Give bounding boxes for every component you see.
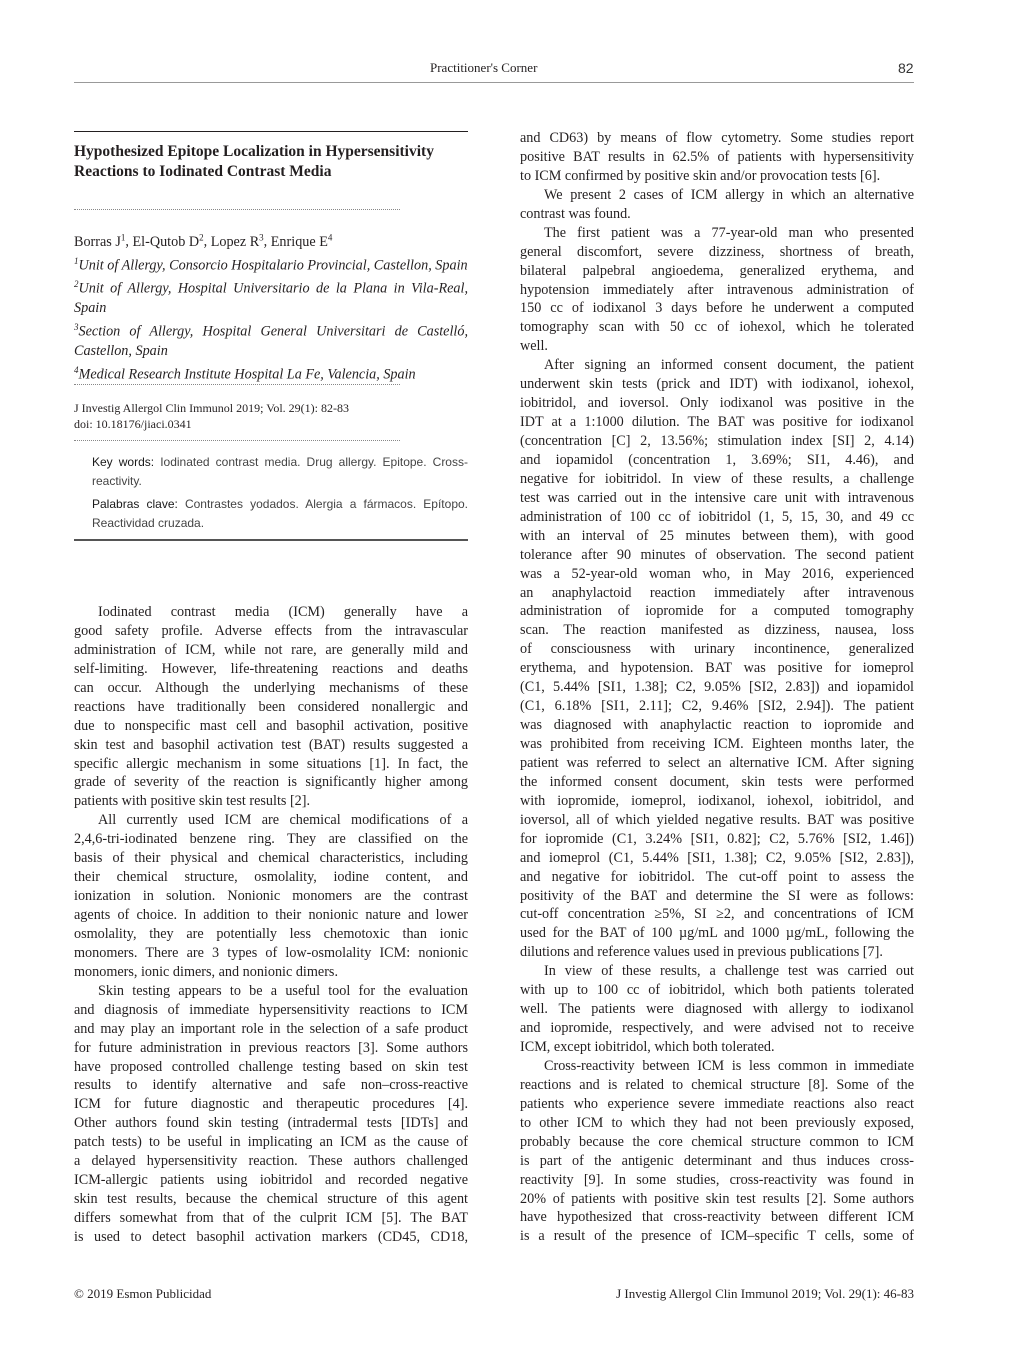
author-list: Borras $J^1$, El-Qutob $D^2$, Lopez $R^3$, Enrique $E^4$ — [74, 232, 333, 250]
text-line: test was carried out in the intensive care unit with intravenous — [520, 489, 914, 506]
body-column-right — [520, 129, 914, 1246]
text-line: patients with positive skin test results [2]. — [74, 793, 311, 810]
text-line: skin test and basophil activation test (BAT) results suggested a — [74, 736, 468, 753]
citation-block — [74, 400, 349, 432]
dotted-divider — [74, 440, 400, 441]
text-line: tomography scan with 50 cc of iohexol, which he tolerated — [520, 319, 914, 336]
text-line: patients who experience severe immediate reactions also react — [520, 1095, 914, 1112]
paragraph — [520, 962, 914, 1057]
text-line: 150 cc of iodixanol 3 days before he underwent a computed — [520, 300, 914, 317]
page-number: 82 — [898, 60, 914, 76]
text-line: positivity of the BAT and determine the SI were as follows: — [520, 887, 914, 904]
text-line: positive BAT results in 62.5% of patients with hypersensitivity — [520, 148, 914, 165]
paragraph — [520, 186, 914, 224]
text-line: tolerance after 90 minutes of observation. The second patient — [520, 546, 914, 563]
text-line: self-limiting. However, life-threatening reactions and deaths — [74, 660, 468, 677]
text-line: of consciousness with urinary incontinence, generalized — [520, 641, 914, 658]
text-line: the informed consent document, skin tests were performed — [520, 773, 914, 790]
citation: J Investig Allergol Clin Immunol 2019; Vol. 29(1): 82-83 — [74, 401, 350, 415]
text-line: for future administration in previous reactors [3]. Some authors — [74, 1039, 468, 1056]
text-line: and iopamidol (concentration 1, 3.69%; SI1, 4.46), and — [520, 451, 914, 468]
text-line: underwent skin tests (prick and IDT) with iodixanol, iohexol, — [520, 376, 914, 393]
text-line: skin test results, because the chemical structure of this agent — [74, 1191, 468, 1208]
text-line: used for the BAT of 100 µg/mL and 1000 µg/mL, following the — [520, 925, 914, 942]
text-line: with iopromide, iomeprol, iodixanol, iohexol, iobitridol, and — [520, 792, 914, 809]
text-line: and CD63) by means of flow cytometry. Some studies report — [520, 130, 914, 146]
text-line: and iomeprol (C1, 5.44% [SI1, 1.38]; C2, 9.05% [SI2, 2.83]), — [520, 849, 914, 866]
text-line: negative for iobitridol. In view of these results, a challenge — [520, 470, 914, 487]
author: Enrique $E^4$ — [270, 232, 333, 250]
paragraph — [520, 1057, 914, 1246]
text-line: osmolality, they are potentially less chemotoxic than ionic — [74, 925, 468, 942]
author: El-Qutob $D^2$ — [132, 232, 204, 250]
keywords: Iodinated contrast media. Drug allergy. Epitope. Cross-reactivity. — [92, 455, 468, 488]
keywords-bottom-rule — [74, 539, 468, 541]
paragraph — [74, 603, 468, 811]
footer-journal: J Investig Allergol Clin Immunol 2019; Vol. 29(1): 46-83 — [616, 1286, 914, 1301]
text-line: administration of iopromide for a computed tomography — [520, 603, 914, 620]
text-line: is part of the antigenic determinant and thus induces cross- — [520, 1152, 914, 1169]
text-line: have hypothesized that cross-reactivity between different ICM — [520, 1209, 914, 1226]
text-line: basis of their physical and chemical characteristics, including — [74, 850, 468, 867]
text-line: ICM, except iobitridol, which both tolerated. — [520, 1039, 775, 1055]
author-block — [74, 228, 468, 385]
dotted-divider — [74, 209, 400, 210]
text-line: We present 2 cases of ICM allergy in which an alternative — [544, 186, 914, 203]
text-line: 20% of patients with positive skin test results [2]. Some authors — [520, 1190, 914, 1207]
text-line: general discomfort, severe dizziness, shortness of breath, — [520, 243, 914, 260]
text-line: well. — [520, 338, 548, 355]
article-title: Hypothesized Epitope Localization in Hypersensitivity Reactions to Iodinated Contrast Media — [74, 143, 434, 180]
text-line: All currently used ICM are chemical modifications of a — [98, 812, 468, 829]
text-line: hypotension immediately after intravenous administration of — [520, 281, 914, 298]
title-top-rule — [74, 131, 468, 132]
text-line: and may play an important role in the selection of a safe product — [74, 1020, 468, 1037]
text-line: is used to detect basophil activation markers (CD45, CD18, — [74, 1228, 468, 1245]
text-line: 2,4,6-tri-iodinated benzene ring. They are classified on the — [74, 831, 468, 848]
text-line: is a result of the presence of ICM–specific T cells, some of — [520, 1228, 914, 1245]
paragraph — [74, 811, 468, 981]
affiliation: $^3$Section of Allergy, Hospital General Universitari de Castelló, Castellon, Spain — [74, 322, 468, 359]
paragraph — [520, 224, 914, 357]
paragraph — [520, 356, 914, 962]
author: Borras $J^1$ — [74, 232, 126, 250]
text-line: iobitridol, and ioversol. Only iodixanol was positive in the — [520, 395, 914, 412]
text-line: agents of choice. In addition to their nonionic nature and lower — [74, 907, 468, 923]
body-column-left — [74, 603, 468, 1247]
footer-copyright: © 2019 Esmon Publicidad — [74, 1286, 212, 1301]
affiliation: $^1$Unit of Allergy, Consorcio Hospitalario Provincial, Castellon, Spain — [74, 255, 468, 274]
text-line: In view of these results, a challenge test was carried out — [544, 963, 914, 980]
text-line: patch tests) to be useful in implicating an ICM as the cause of — [74, 1134, 468, 1151]
text-line: reactions have traditionally been considered nonallergic and — [74, 698, 468, 715]
text-line: After signing an informed consent document, the patient — [544, 357, 914, 374]
dotted-divider — [74, 384, 400, 385]
text-line: (C1, 5.44% [SI1, 1.38]; C2, 9.05% [SI2, 2.83]) and iopamidol — [520, 679, 914, 696]
affiliation: $^2$Unit of Allergy, Hospital Universitario de la Plana in Vila-Real, Spain — [74, 279, 468, 317]
palabras-label: Palabras clave: — [92, 497, 178, 511]
text-line: IDT at a 1:1000 dilution. The BAT was positive for iodixanol — [520, 414, 914, 431]
text-line: ioversol, all of which yielded negative results. BAT was positive — [520, 811, 914, 828]
text-line: reactions and is related to chemical structure [8]. Some of the — [520, 1076, 914, 1093]
author: Lopez $R^3$ — [210, 232, 264, 250]
text-line: reactivity [9]. In some studies, cross-reactivity was found in — [520, 1171, 914, 1188]
palabras-clave: Contrastes yodados. Alergia a fármacos. Epítopo. Reactividad cruzada. — [92, 497, 468, 530]
text-line: (C1, 6.18% [SI1, 2.11]; C2, 9.46% [SI2, 2.94]). The patient — [520, 698, 914, 715]
affiliation-list — [74, 252, 468, 385]
text-line: grade of severity of the reaction is significantly higher among — [74, 774, 468, 791]
text-line: for iopromide (C1, 3.24% [SI1, 0.82]; C2, 5.76% [SI2, 1.46]) — [520, 830, 914, 847]
text-line: and negative for iobitridol. The cut-off point to assess the — [520, 868, 914, 885]
text-line: with up to 100 cc of iobitridol, which both patients tolerated — [520, 982, 914, 999]
text-line: cut-off concentration ≥5%, SI ≥2, and concentrations of ICM — [520, 906, 914, 923]
header-rule — [74, 82, 914, 83]
text-line: Other authors found skin testing (intradermal tests [IDTs] and — [74, 1115, 468, 1132]
text-line: an anaphylactoid reaction immediately after intravenous — [520, 584, 914, 601]
text-line: The first patient was a 77-year-old man who presented — [544, 224, 914, 241]
text-line: ICM for future diagnostic and therapeutic procedures [4]. — [74, 1096, 468, 1113]
text-line: administration of 100 cc of iobitridol (1, 5, 15, 30, and 49 cc — [520, 508, 914, 525]
text-line: their chemical structure, osmolality, iodine content, and — [74, 869, 468, 886]
text-line: monomers, ionic dimers, and nonionic dimers. — [74, 963, 338, 980]
text-line: (concentration [C] 2, 13.56%; stimulation index [SI] 2, 4.14) — [520, 433, 914, 449]
text-line: erythema, and hypotension. BAT was positive for iomeprol — [520, 660, 914, 677]
text-line: differs somewhat from that of the culprit ICM [5]. The BAT — [74, 1210, 468, 1226]
text-line: can occur. Although the underlying mechanisms of these — [74, 679, 468, 696]
text-line: dilutions and reference values used in previous publications [7]. — [520, 944, 883, 961]
text-line: bilateral palpebral angioedema, generalized erythema, and — [520, 262, 914, 279]
text-line: ICM-allergic patients using iobitridol and recorded negative — [74, 1172, 468, 1189]
text-line: ionization in solution. Nonionic monomers are the contrast — [74, 888, 468, 905]
text-line: have proposed controlled challenge testing based on skin test — [74, 1058, 468, 1075]
text-line: contrast was found. — [520, 205, 631, 222]
text-line: Iodinated contrast media (ICM) generally have a — [98, 604, 468, 620]
text-line: Cross-reactivity between ICM is less common in immediate — [544, 1057, 914, 1074]
text-line: results to identify alternative and safe non–cross-reactive — [74, 1077, 468, 1094]
affiliation: $^4$Medical Research Institute Hospital La Fe, Valencia, Spain — [74, 364, 416, 383]
keywords-block — [92, 453, 468, 537]
text-line: with an interval of 25 minutes between them), with good — [520, 527, 914, 544]
text-line: patient was referred to select an alternative ICM. After signing — [520, 754, 914, 771]
text-line: Skin testing appears to be a useful tool for the evaluation — [98, 982, 468, 999]
text-line: to ICM confirmed by positive skin and/or provocation tests [6]. — [520, 167, 881, 184]
section-title: Practitioner's Corner — [430, 60, 538, 75]
text-line: due to nonspecific mast cell and basophil activation, positive — [74, 717, 468, 734]
text-line: well. The patients were diagnosed with allergy to iodixanol — [520, 1001, 914, 1018]
text-line: good safety profile. Adverse effects from the intravascular — [74, 622, 468, 639]
doi[interactable]: doi: 10.18176/jiaci.0341 — [74, 417, 192, 431]
paragraph — [74, 982, 468, 1247]
text-line: and iopromide, respectively, and were advised not to receive — [520, 1020, 914, 1037]
text-line: to other ICM to which they had not been previously exposed, — [520, 1114, 914, 1131]
text-line: probably because the core chemical structure common to ICM — [520, 1133, 914, 1150]
text-line: specific allergic mechanism in some situations [1]. In fact, the — [74, 755, 468, 772]
text-line: administration of ICM, while not rare, are generally mild and — [74, 641, 468, 658]
text-line: a delayed hypersensitivity reaction. These authors challenged — [74, 1153, 468, 1170]
text-line: was prohibited from receiving ICM. Eighteen months later, the — [520, 736, 914, 752]
text-line: and diagnosis of immediate hypersensitivity reactions to ICM — [74, 1001, 468, 1018]
paragraph — [520, 129, 914, 186]
text-line: was a 52-year-old woman who, in May 2016, experienced — [520, 565, 914, 582]
keywords-label: Key words: — [92, 455, 155, 469]
text-line: was diagnosed with anaphylactic reaction to iopromide and — [520, 717, 914, 734]
text-line: monomers. There are 3 types of low-osmolality ICM: nonionic — [74, 944, 468, 961]
text-line: scan. The reaction manifested as dizziness, nausea, loss — [520, 622, 914, 639]
